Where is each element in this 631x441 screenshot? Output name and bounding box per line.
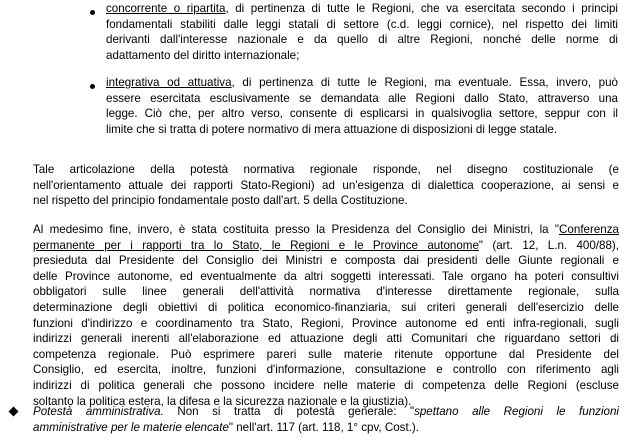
list-item-integrativa: integrativa od attuativa, di pertinenza di tutte le Regioni, ma eventuale. Essa, invero, può essere esercitata esclusivamente se demandata alle Regioni dallo Stato, attraverso una legge. Ciò che, per altro verso, consente di esplicarsi in qualsivoglia settore, seppur con il limite che si tratta di potere normativo di mera attuazione di disposizioni di legge statale. (106, 76, 618, 136)
term-concorrente: concorrente o ripartita (106, 2, 226, 15)
paragraph-articolazione: Tale articolazione della potestà normativa regionale risponde, nel disegno costituzionale (e nell'orientamento attuale dei rapporti Stato-Regioni) ad un'esigenza di dialettica cooperazione, ai sensi e nel rispetto del principio fondamentale posto dall'art. 5 della Costituzione. (33, 163, 619, 208)
bullet-icon (90, 10, 95, 15)
conferenza-link-part2: permanente per i rapporti tra lo Stato, le Regioni e le Province autonome (33, 238, 479, 252)
bullet-icon (90, 84, 95, 89)
conferenza-link-part1: Conferenza (559, 223, 619, 236)
paragraph-conferenza: Al medesimo fine, invero, è stata costituita presso la Presidenza del Consiglio dei Ministri, la "Conferenza permanente per i rapporti tra lo Stato, le Regioni e le Province autonome" (art. 12, L.n. 400/88), presieduta dal Presidente del Consiglio dei Ministri e composta dai presidenti delle Giunte regionali e delle Province autonome, ed eventualmente da altri soggetti interessati. Tale organo ha poteri consultivi obbligatori sulle linee generali dell'attività normativa d'interesse direttamente regionale, sulla determinazione degli obiettivi di politica economico-finanziaria, sui criteri generali dell'esercizio delle funzioni d'indirizzo e coordinamento tra Stato, Regioni, Province autonome ed enti infra-regionali, sugli indirizzi generali inerenti all'elaborazione ed attuazione degli atti Comunitari che riguardano settori di competenza regionale. Può esprimere pareri sulle materie ritenute opportune dal Presidente del Consiglio, ed esercita, inoltre, funzioni d'informazione, consultazione e controllo con riferimento agli indirizzi di politica generali che possono incidere nelle materie di competenza delle Regioni (escluse soltanto la politica estera, la difesa e la sicurezza nazionale e la giustizia). (33, 223, 619, 408)
section-potesta-amministrativa: Potestà amministrativa. Non si tratta di potestà generale: "spettano alle Regioni le funzioni amministrative per le materie elencate" nell'art. 117 (art. 118, 1° cpv, Cost.). (33, 405, 619, 434)
term-integrativa: integrativa od attuativa (106, 76, 232, 89)
diamond-bullet-icon (9, 407, 19, 417)
list-item-concorrente: concorrente o ripartita, di pertinenza di tutte le Regioni, che va esercitata secondo i principi fondamentali stabiliti dalle leggi statali di settore (c.d. leggi cornice), nel rispetto dei limiti derivanti dall'interesse nazionale e da quello di altre Regioni, nonché delle norme di adattamento del diritto internazionale; (106, 2, 618, 62)
section-heading: Potestà amministrativa. (33, 405, 164, 418)
